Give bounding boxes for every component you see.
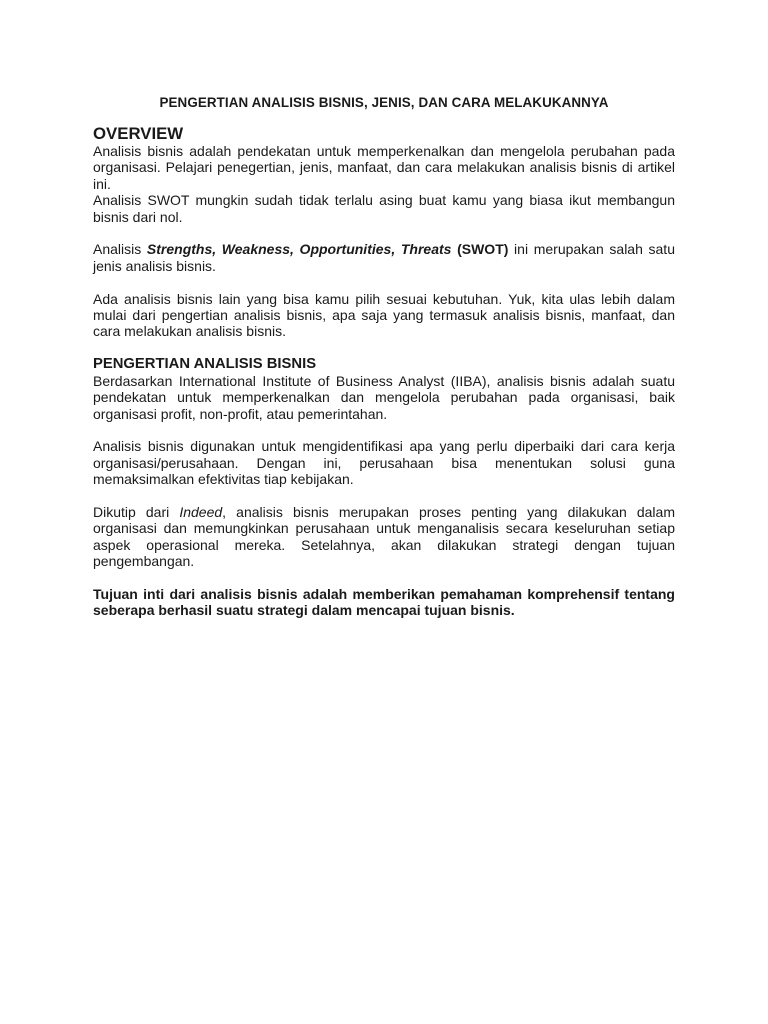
paragraph-spacer: [93, 570, 675, 586]
swot-suffix: ini merupakan salah satu jenis analisis bisnis.: [93, 241, 675, 274]
pengertian-paragraph-3: [93, 504, 675, 570]
indeed-suffix: , analisis bisnis merupakan proses penting yang dilakukan dalam organisasi dan memungkinkan perusahaan untuk menganalisis secara keseluruhan setiap aspek operasional mereka. Setelahnya, akan dilakukan strategi dengan tujuan pengembangan.: [93, 504, 675, 570]
paragraph-spacer: [93, 422, 675, 438]
overview-paragraph-2: Analisis SWOT mungkin sudah tidak terlalu asing buat kamu yang biasa ikut membangun bisnis dari nol.: [93, 192, 675, 225]
overview-heading: OVERVIEW: [93, 124, 184, 143]
paragraph-spacer: [93, 274, 675, 290]
swot-abbreviation: (SWOT): [451, 241, 509, 258]
paragraph-spacer: [93, 488, 675, 504]
overview-paragraph-1: Analisis bisnis adalah pendekatan untuk memperkenalkan dan mengelola perubahan pada organisasi. Pelajari penegertian, jenis, manfaat, dan cara melakukan analisis bisnis di artikel ini.: [93, 143, 675, 192]
overview-paragraph-4: Ada analisis bisnis lain yang bisa kamu pilih sesuai kebutuhan. Yuk, kita ulas lebih dalam mulai dari pengertian analisis bisnis, apa saja yang termasuk analisis bisnis, manfaat, dan cara melakukan analisis bisnis.: [93, 290, 675, 340]
pengertian-paragraph-4: Tujuan inti dari analisis bisnis adalah memberikan pemahaman komprehensif tentang seberapa berhasil suatu strategi dalam mencapai tujuan bisnis.: [93, 586, 675, 619]
pengertian-paragraph-1: Berdasarkan International Institute of Business Analyst (IIBA), analisis bisnis adalah suatu pendekatan untuk memperkenalkan dan mengelola perubahan pada organisasi, baik organisasi profit, non-profit, atau pemerintahan.: [93, 372, 675, 422]
swot-terms: Strengths, Weakness, Opportunities, Threats: [146, 241, 452, 258]
document-page: [93, 95, 675, 619]
swot-prefix: Analisis: [93, 241, 147, 258]
paragraph-spacer: [93, 225, 675, 241]
indeed-prefix: Dikutip dari: [93, 504, 180, 521]
document-title: PENGERTIAN ANALISIS BISNIS, JENIS, DAN CARA MELAKUKANNYA: [159, 95, 609, 110]
indeed-source: Indeed: [179, 504, 223, 521]
pengertian-paragraph-2: Analisis bisnis digunakan untuk mengidentifikasi apa yang perlu diperbaiki dari cara kerja organisasi/perusahaan. Dengan ini, perusahaan bisa menentukan solusi guna memaksimalkan efektivitas tiap kebijakan.: [93, 438, 675, 488]
pengertian-heading: PENGERTIAN ANALISIS BISNIS: [93, 355, 317, 372]
overview-paragraph-3: [93, 241, 675, 274]
